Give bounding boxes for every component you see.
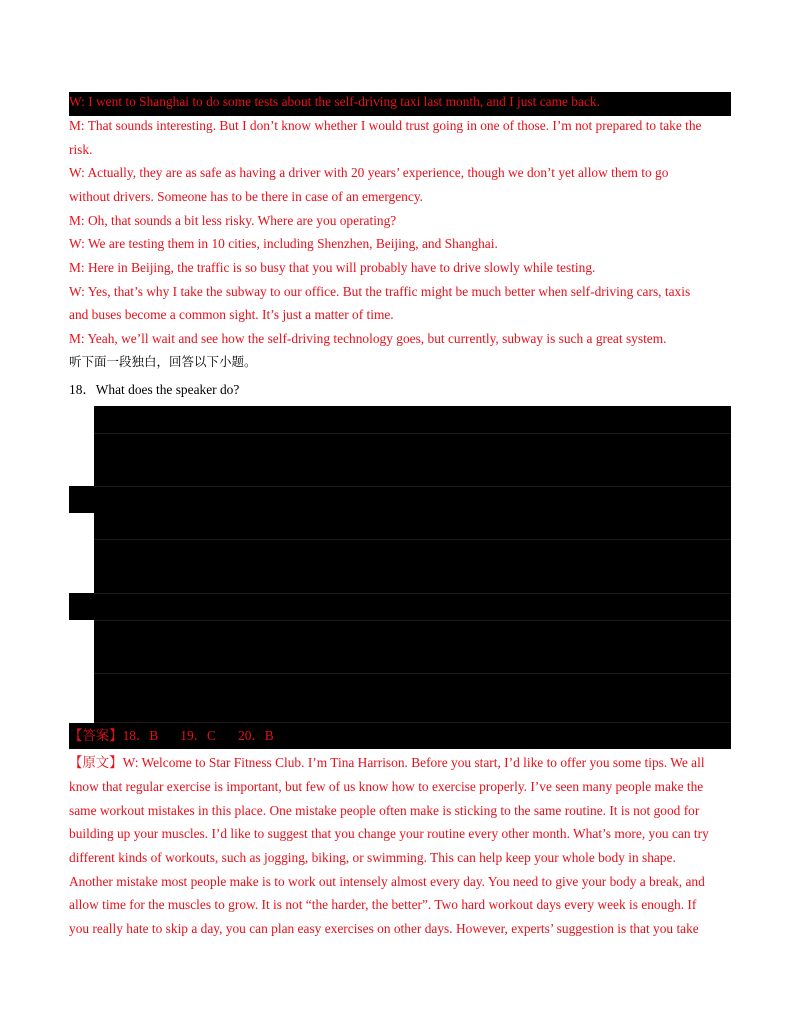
answer-item: 18．B: [122, 728, 159, 743]
dialogue-line: W: Yes, that’s why I take the subway to our office. But the traffic might be much better when self-driving cars, taxis: [69, 284, 691, 299]
answer-line: [69, 727, 729, 745]
transcript-line: Another mistake most people make is to work out intensely almost every day. You need to give your body a break, and: [69, 874, 705, 889]
dialogue-line: W: I went to Shanghai to do some tests about the self-driving taxi last month, and I just came back.: [69, 94, 600, 109]
section-instruction: 听下面一段独白，回答以下小题。: [69, 354, 257, 369]
redaction-divider: [94, 486, 731, 487]
dialogue-line: W: Actually, they are as safe as having a driver with 20 years’ experience, though we don’t yet allow them to go: [69, 165, 669, 180]
redaction-divider: [94, 539, 731, 540]
transcript-label: 【原文】: [69, 755, 123, 770]
transcript-line: [69, 754, 729, 772]
answer-item: 20．B: [238, 728, 274, 743]
redacted-options-block: [94, 406, 731, 726]
redaction-divider: [94, 433, 731, 434]
dialogue-line: M: Yeah, we’ll wait and see how the self-driving technology goes, but currently, subway is such a great system.: [69, 331, 667, 346]
transcript-line: different kinds of workouts, such as jogging, biking, or swimming. This can help keep your whole body in shape.: [69, 850, 676, 865]
transcript-line: you really hate to skip a day, you can plan easy exercises on other days. However, experts’ suggestion is that you take: [69, 921, 699, 936]
transcript-line: building up your muscles. I’d like to suggest that you change your routine every other month. What’s more, you can try: [69, 826, 709, 841]
dialogue-line: M: Oh, that sounds a bit less risky. Where are you operating?: [69, 213, 397, 228]
transcript-line: allow time for the muscles to grow. It is not “the harder, the better”. Two hard workout days every week is enough. If: [69, 897, 697, 912]
dialogue-line: M: That sounds interesting. But I don’t know whether I would trust going in one of those. I’m not prepared to take the: [69, 118, 702, 133]
transcript-text: W: Welcome to Star Fitness Club. I’m Tina Harrison. Before you start, I’d like to offer you some tips. We all: [122, 755, 705, 770]
question-18: 18．What does the speaker do?: [69, 382, 240, 397]
redaction-left-tab: [69, 593, 95, 620]
redaction-divider: [94, 673, 731, 674]
redaction-left-tab: [69, 486, 95, 513]
transcript-line: know that regular exercise is important, but few of us know how to exercise properly. I’ve seen many people make the: [69, 779, 704, 794]
answer-item: 19．C: [180, 728, 216, 743]
redaction-divider: [94, 593, 731, 594]
transcript-line: same workout mistakes in this place. One mistake people often make is sticking to the same routine. It is not good for: [69, 803, 700, 818]
dialogue-line: M: Here in Beijing, the traffic is so busy that you will probably have to drive slowly while testing.: [69, 260, 596, 275]
dialogue-line: W: We are testing them in 10 cities, including Shenzhen, Beijing, and Shanghai.: [69, 236, 498, 251]
dialogue-line: and buses become a common sight. It’s just a matter of time.: [69, 307, 394, 322]
dialogue-line: risk.: [69, 142, 93, 157]
redaction-divider: [94, 620, 731, 621]
dialogue-line: without drivers. Someone has to be there in case of an emergency.: [69, 189, 423, 204]
answer-label: 【答案】: [69, 728, 123, 743]
